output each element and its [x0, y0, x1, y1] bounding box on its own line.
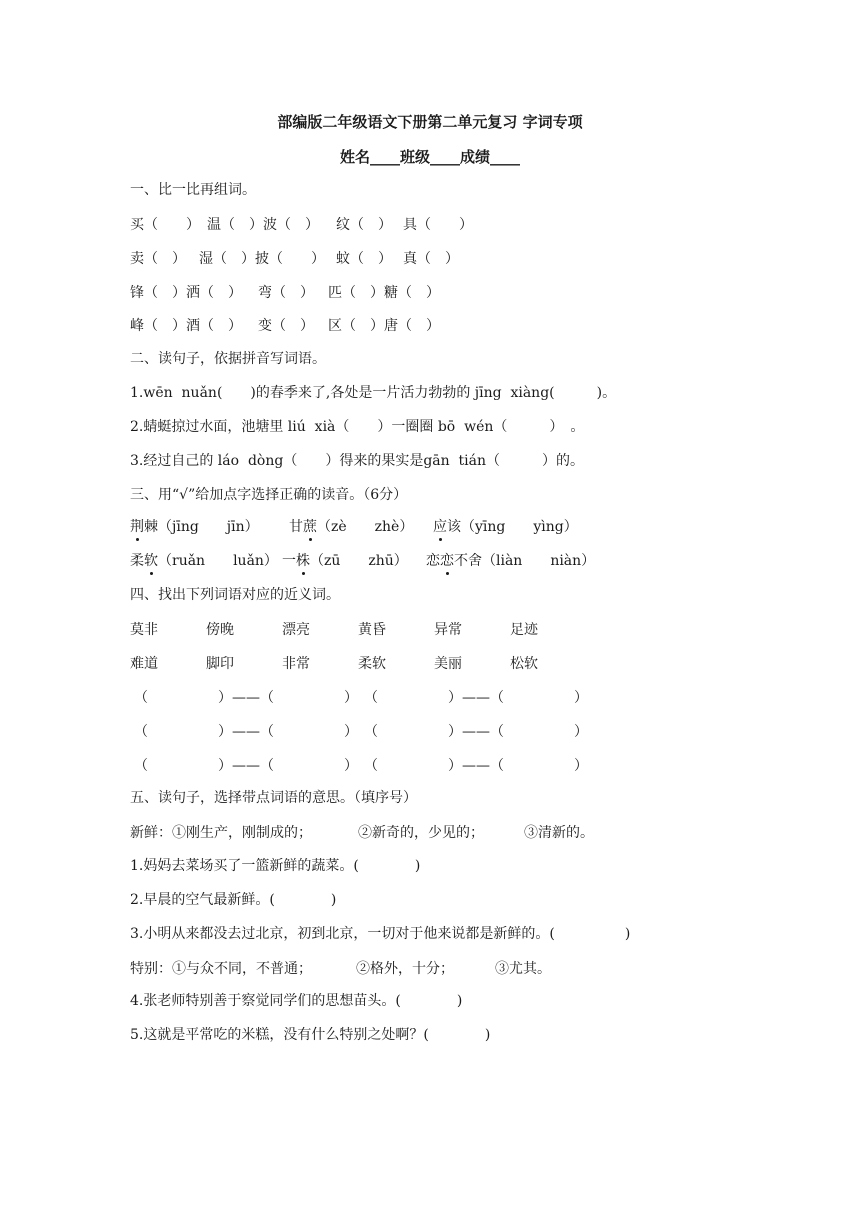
s3-item: 荆棘（jīng jīn）	[130, 516, 259, 536]
s4-word: 漂亮	[282, 622, 310, 638]
s3-item: 甘蔗（zè zhè）	[289, 516, 413, 536]
s4-word: 美丽	[434, 656, 462, 672]
definition-item: 特别：①与众不同，不普通；	[130, 961, 312, 977]
s5-question-3: 3.小明从来都没去过北京，初到北京，一切对于他来说都是新鲜的。( )	[130, 926, 631, 942]
page-title: 部编版二年级语文下册第二单元复习 字词专项	[277, 113, 583, 131]
s4-word: 傍晚	[206, 622, 234, 638]
s1-item: 纹（ ）	[336, 217, 392, 233]
answer-blank-pair[interactable]: （ ）——（ ）	[134, 724, 358, 740]
s4-word: 非常	[282, 656, 310, 672]
s3-item: 柔软（ruǎn luǎn）	[130, 550, 278, 570]
section-3-heading: 三、用“√”给加点字选择正确的读音。（6分）	[130, 487, 408, 503]
s5-question-1: 1.妈妈去菜场买了一篮新鲜的蔬菜。( )	[130, 858, 421, 874]
section-4-heading: 四、找出下列词语对应的近义词。	[130, 587, 340, 603]
s1-item: 蚊（ ）	[336, 251, 392, 267]
s1-item: 温（ ）波（ ）	[207, 217, 319, 233]
s1-item: 峰（ ）酒（ ）	[130, 318, 242, 334]
answer-blank-pair[interactable]: （ ）——（ ）	[364, 690, 588, 706]
s3-item: 一株（zū zhū）	[282, 550, 408, 570]
definition-item: ②格外，十分；	[356, 961, 454, 977]
definition-item: ③尤其。	[495, 961, 551, 977]
s4-word: 难道	[130, 656, 158, 672]
section-2-heading: 二、读句子，依据拼音写词语。	[130, 351, 326, 367]
s3-item: 恋恋不舍（liàn niàn）	[426, 550, 595, 570]
s4-word: 黄昏	[358, 622, 386, 638]
s1-item: 弯（ ）	[258, 285, 314, 301]
s2-question-2: 2.蜻蜓掠过水面，池塘里 liú xià（ ）一圈圈 bō wén（ ） 。	[130, 419, 585, 435]
s1-item: 湿（ ）披（ ）	[199, 251, 325, 267]
s3-item: 应该（yīng yìng）	[433, 516, 578, 536]
section-5-heading: 五、读句子，选择带点词语的意思。（填序号）	[130, 790, 417, 806]
s4-word: 柔软	[358, 656, 386, 672]
s1-item: 变（ ）	[258, 318, 314, 334]
s5-question-4: 4.张老师特别善于察觉同学们的思想苗头。( )	[130, 993, 463, 1009]
s4-word: 莫非	[130, 622, 158, 638]
s1-item: 买（ ）	[130, 217, 200, 233]
answer-blank-pair[interactable]: （ ）——（ ）	[134, 690, 358, 706]
s1-item: 具（ ）	[403, 217, 473, 233]
s5-question-5: 5.这就是平常吃的米糕，没有什么特别之处啊？( )	[130, 1027, 491, 1043]
section-1-heading: 一、比一比再组词。	[130, 182, 256, 198]
s1-item: 卖（ ）	[130, 251, 186, 267]
s4-word: 异常	[434, 622, 462, 638]
s1-item: 锋（ ）洒（ ）	[130, 285, 242, 301]
s4-word: 脚印	[206, 656, 234, 672]
answer-blank-pair[interactable]: （ ）——（ ）	[364, 724, 588, 740]
definition-item: 新鲜：①刚生产，刚制成的；	[130, 825, 312, 841]
s2-question-3: 3.经过自己的 láo dòng（ ）得来的果实是gān tián（ ）的。	[130, 453, 585, 469]
student-info-line: 姓名____班级____成绩____	[339, 148, 520, 166]
s1-item: 区（ ）唐（ ）	[328, 318, 440, 334]
s4-word: 足迹	[510, 622, 538, 638]
s1-item: 真（ ）	[403, 251, 459, 267]
s2-question-1: 1.wēn nuǎn( )的春季来了,各处是一片活力勃勃的 jīng xiàng( )。	[130, 385, 617, 401]
s4-word: 松软	[510, 656, 538, 672]
answer-blank-pair[interactable]: （ ）——（ ）	[364, 758, 588, 774]
definition-item: ②新奇的，少见的；	[358, 825, 484, 841]
s1-item: 匹（ ）糖（ ）	[328, 285, 440, 301]
definition-item: ③清新的。	[524, 825, 594, 841]
answer-blank-pair[interactable]: （ ）——（ ）	[134, 758, 358, 774]
s5-question-2: 2.早晨的空气最新鲜。( )	[130, 892, 337, 908]
